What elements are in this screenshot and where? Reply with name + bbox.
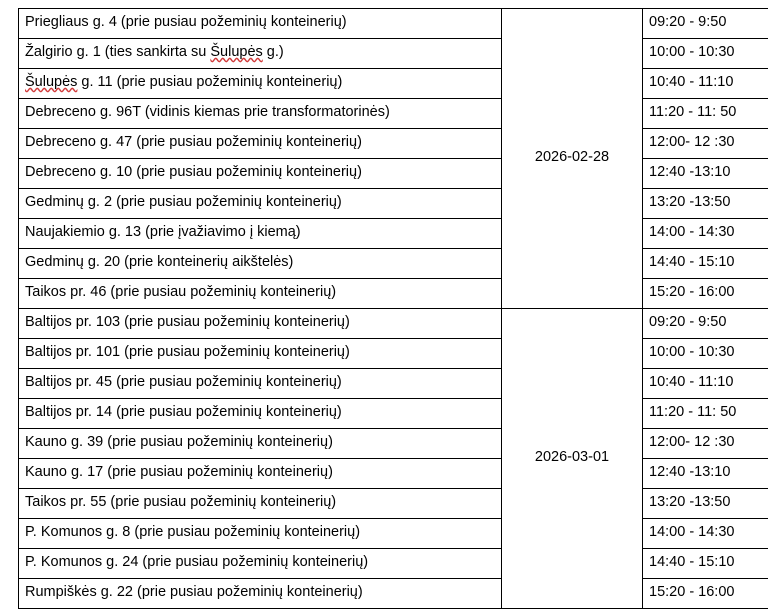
table-row (19, 159, 768, 189)
table-row (19, 189, 768, 219)
table-row (19, 309, 768, 339)
location-cell: Kauno g. 17 (prie pusiau požeminių konteinerių) (19, 459, 502, 489)
location-cell: Debreceno g. 47 (prie pusiau požeminių konteinerių) (19, 129, 502, 159)
time-cell: 11:20 - 11: 50 (643, 99, 768, 129)
location-cell: Baltijos pr. 45 (prie pusiau požeminių konteinerių) (19, 369, 502, 399)
time-cell: 14:40 - 15:10 (643, 549, 768, 579)
time-cell: 12:40 -13:10 (643, 159, 768, 189)
location-cell: Priegliaus g. 4 (prie pusiau požeminių konteinerių) (19, 9, 502, 39)
schedule-table (18, 8, 768, 609)
time-cell: 11:20 - 11: 50 (643, 399, 768, 429)
schedule-table-body (19, 9, 768, 609)
location-cell: Naujakiemio g. 13 (prie įvažiavimo į kiemą) (19, 219, 502, 249)
table-row (19, 339, 768, 369)
time-cell: 10:00 - 10:30 (643, 339, 768, 369)
location-cell: Taikos pr. 55 (prie pusiau požeminių konteinerių) (19, 489, 502, 519)
table-row (19, 429, 768, 459)
location-cell: Kauno g. 39 (prie pusiau požeminių konteinerių) (19, 429, 502, 459)
table-row (19, 579, 768, 609)
location-cell: Debreceno g. 10 (prie pusiau požeminių konteinerių) (19, 159, 502, 189)
table-row (19, 99, 768, 129)
location-cell: Gedminų g. 20 (prie konteinerių aikštelės) (19, 249, 502, 279)
location-cell: P. Komunos g. 24 (prie pusiau požeminių konteinerių) (19, 549, 502, 579)
table-row (19, 9, 768, 39)
table-row (19, 519, 768, 549)
table-row (19, 549, 768, 579)
location-cell: Šulupės g. 11 (prie pusiau požeminių konteinerių) (19, 69, 502, 99)
time-cell: 12:00- 12 :30 (643, 429, 768, 459)
time-cell: 10:40 - 11:10 (643, 369, 768, 399)
table-row (19, 129, 768, 159)
time-cell: 13:20 -13:50 (643, 489, 768, 519)
location-cell: Žalgirio g. 1 (ties sankirta su Šulupės g.) (19, 39, 502, 69)
date-cell: 2026-03-01 (502, 309, 643, 609)
table-row (19, 459, 768, 489)
location-cell: Baltijos pr. 101 (prie pusiau požeminių konteinerių) (19, 339, 502, 369)
table-row (19, 39, 768, 69)
time-cell: 14:40 - 15:10 (643, 249, 768, 279)
time-cell: 15:20 - 16:00 (643, 279, 768, 309)
time-cell: 12:00- 12 :30 (643, 129, 768, 159)
time-cell: 15:20 - 16:00 (643, 579, 768, 609)
time-cell: 09:20 - 9:50 (643, 9, 768, 39)
table-row (19, 489, 768, 519)
time-cell: 14:00 - 14:30 (643, 519, 768, 549)
location-cell: Rumpiškės g. 22 (prie pusiau požeminių konteinerių) (19, 579, 502, 609)
time-cell: 09:20 - 9:50 (643, 309, 768, 339)
time-cell: 13:20 -13:50 (643, 189, 768, 219)
time-cell: 12:40 -13:10 (643, 459, 768, 489)
table-row (19, 219, 768, 249)
time-cell: 10:00 - 10:30 (643, 39, 768, 69)
location-cell: Baltijos pr. 103 (prie pusiau požeminių konteinerių) (19, 309, 502, 339)
date-cell: 2026-02-28 (502, 9, 643, 309)
time-cell: 14:00 - 14:30 (643, 219, 768, 249)
location-cell: Debreceno g. 96T (vidinis kiemas prie transformatorinės) (19, 99, 502, 129)
location-cell: Baltijos pr. 14 (prie pusiau požeminių konteinerių) (19, 399, 502, 429)
location-cell: P. Komunos g. 8 (prie pusiau požeminių konteinerių) (19, 519, 502, 549)
location-cell: Taikos pr. 46 (prie pusiau požeminių konteinerių) (19, 279, 502, 309)
table-row (19, 369, 768, 399)
table-row (19, 249, 768, 279)
table-row (19, 279, 768, 309)
table-row (19, 399, 768, 429)
table-row (19, 69, 768, 99)
time-cell: 10:40 - 11:10 (643, 69, 768, 99)
location-cell: Gedminų g. 2 (prie pusiau požeminių konteinerių) (19, 189, 502, 219)
